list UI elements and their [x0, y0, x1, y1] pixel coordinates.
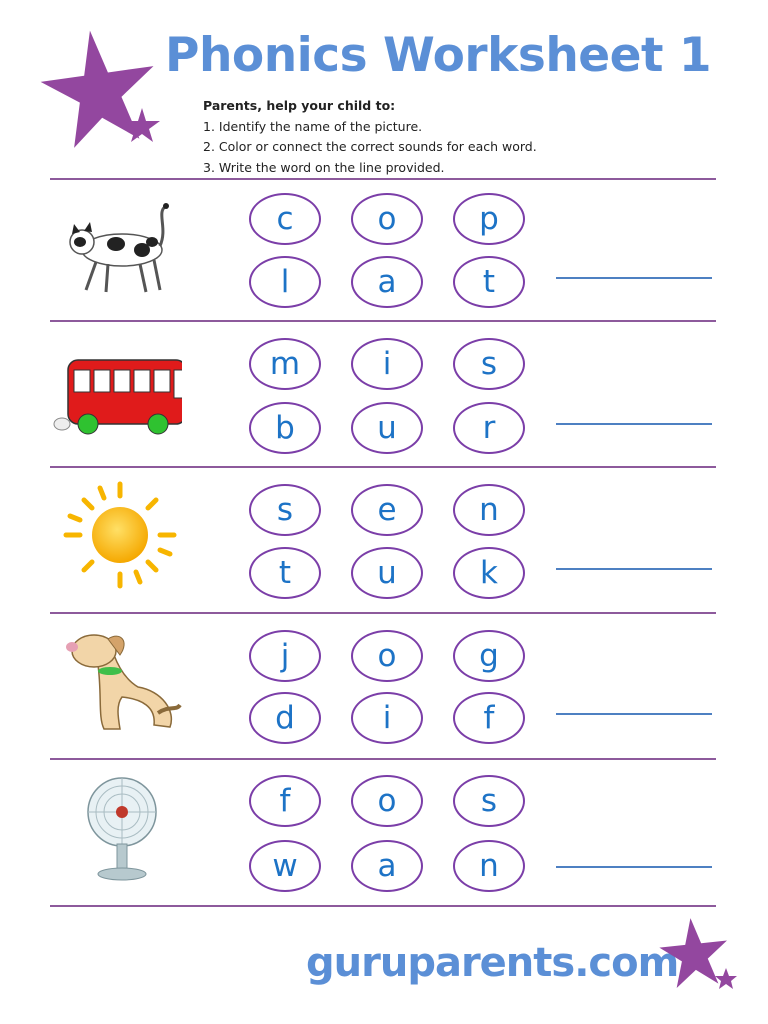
letter-circle[interactable]: g — [453, 630, 525, 682]
letter-circle[interactable]: s — [453, 775, 525, 827]
letter-circle[interactable]: f — [249, 775, 321, 827]
letter-circle[interactable]: i — [351, 338, 423, 390]
letter-circle[interactable]: w — [249, 840, 321, 892]
letter-circle[interactable]: d — [249, 692, 321, 744]
letter-circle[interactable]: a — [351, 840, 423, 892]
letter-circle[interactable]: e — [351, 484, 423, 536]
dog-picture — [58, 625, 188, 735]
letter-circle[interactable]: o — [351, 775, 423, 827]
letter-circle[interactable]: i — [351, 692, 423, 744]
page-title: Phonics Worksheet 1 — [165, 28, 712, 83]
instruction-step-3: 3. Write the word on the line provided. — [203, 159, 445, 175]
answer-line[interactable] — [556, 277, 712, 279]
brand-footer: guruparents.com — [306, 940, 679, 986]
letter-circle[interactable]: a — [351, 256, 423, 308]
letter-circle[interactable]: n — [453, 840, 525, 892]
letter-circle[interactable]: p — [453, 193, 525, 245]
answer-line[interactable] — [556, 713, 712, 715]
letter-circle[interactable]: n — [453, 484, 525, 536]
letter-circle[interactable]: t — [453, 256, 525, 308]
letter-circle[interactable]: r — [453, 402, 525, 454]
answer-line[interactable] — [556, 423, 712, 425]
row-divider — [50, 466, 716, 468]
row-divider — [50, 905, 716, 907]
letter-circle[interactable]: l — [249, 256, 321, 308]
letter-circle[interactable]: u — [351, 402, 423, 454]
cat-picture — [60, 198, 190, 308]
letter-circle[interactable]: c — [249, 193, 321, 245]
letter-circle[interactable]: f — [453, 692, 525, 744]
letter-circle[interactable]: o — [351, 630, 423, 682]
answer-line[interactable] — [556, 866, 712, 868]
row-divider — [50, 612, 716, 614]
sun-picture — [58, 480, 188, 590]
letter-circle[interactable]: t — [249, 547, 321, 599]
row-divider — [50, 320, 716, 322]
star-logo-icon — [38, 28, 168, 153]
row-divider — [50, 758, 716, 760]
letter-circle[interactable]: s — [453, 338, 525, 390]
letter-circle[interactable]: j — [249, 630, 321, 682]
footer-star-icon — [656, 916, 740, 994]
letter-circle[interactable]: o — [351, 193, 423, 245]
letter-circle[interactable]: b — [249, 402, 321, 454]
letter-circle[interactable]: s — [249, 484, 321, 536]
letter-circle[interactable]: m — [249, 338, 321, 390]
instruction-step-2: 2. Color or connect the correct sounds for each word. — [203, 139, 537, 154]
bus-picture — [52, 344, 182, 454]
row-divider — [50, 178, 716, 180]
letter-circle[interactable]: u — [351, 547, 423, 599]
instruction-step-1: 1. Identify the name of the picture. — [203, 118, 423, 134]
instructions-heading: Parents, help your child to: — [203, 98, 396, 113]
instructions — [203, 96, 537, 178]
letter-circle[interactable]: k — [453, 547, 525, 599]
answer-line[interactable] — [556, 568, 712, 570]
fan-picture — [56, 772, 186, 882]
